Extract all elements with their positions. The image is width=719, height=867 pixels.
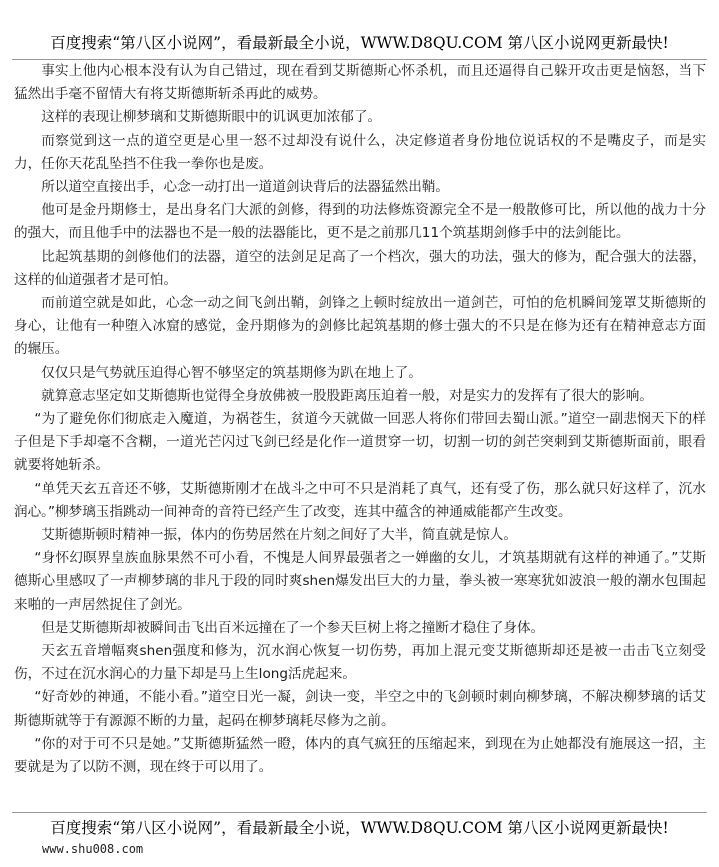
paragraph: 他可是金丹期修士，是出身名门大派的剑修，得到的功法修炼资源完全不是一般散修可比，所以他的战力十分的强大，而且他手中的法器也不是一般的法器能比，更不是之前那几11个筑基期剑修手中的法剑能比。 — [14, 202, 706, 242]
bottom-divider — [12, 812, 707, 813]
paragraph: “身怀幻暝界皇族血脉果然不可小看，不愧是人间界最强者之一婵幽的女儿，才筑基期就有这样的神通了。”艾斯德斯心里感叹了一声柳梦璃的非凡于段的同时爽shen爆发出巨大的力量，拳头被一寒寒犹如波浪一般的潮水包围起来啪的一声居然捉住了剑光。 — [14, 550, 706, 613]
bottom-ad-banner[interactable]: 百度搜索“第八区小说网”，看最新最全小说，WWW.D8QU.COM 第八区小说网更新最快! — [50, 819, 669, 837]
paragraph: 艾斯德斯顿时精神一振，体内的伤势居然在片刻之间好了大半，简直就是惊人。 — [41, 527, 517, 544]
paragraph: “你的对于可不只是她。”艾斯德斯猛然一瞪，体内的真气疯狂的压缩起来，到现在为止她都没有施展这一招，主要就是为了以防不测，现在终于可以用了。 — [14, 735, 706, 776]
paragraph: 这样的表现让柳梦璃和艾斯德斯眼中的讥讽更加浓郁了。 — [41, 109, 382, 126]
paragraph: 仅仅只是气势就压迫得心智不够坚定的筑基期修为趴在地上了。 — [41, 364, 422, 381]
paragraph: 但是艾斯德斯却被瞬间击飞出百米远撞在了一个参天巨树上将之撞断才稳住了身体。 — [41, 619, 545, 636]
paragraph: 就算意志坚定如艾斯德斯也觉得全身放佛被一股股距离压迫着一般，对是实力的发挥有了很大的影响。 — [41, 387, 653, 404]
chapter-body — [14, 60, 706, 779]
paragraph: 事实上他内心根本没有认为自己错过，现在看到艾斯德斯心怀杀机，而且还逼得自己躲开攻击更是恼怒，当下猛然出手毫不留情大有将艾斯德斯斩杀再此的威势。 — [14, 63, 706, 103]
paragraph: “为了避免你们彻底走入魔道，为祸苍生，贫道今天就做一回恶人将你们带回去蜀山派。”道空一副悲悯天下的样子但是下手却毫不含糊，一道光芒闪过飞剑已经是化作一道贯穿一切，切割一切的剑芒突刺到艾斯德斯面前，眼看就要将她斩杀。 — [14, 411, 706, 474]
site-watermark[interactable]: www.shu008.com — [42, 842, 144, 856]
paragraph: 天玄五音增幅爽shen强度和修为，沉水润心恢复一切伤势，再加上混元变艾斯德斯却还是被一击击飞立刻受伤，不过在沉水润心的力量下却是马上生long活虎起来。 — [14, 643, 706, 683]
paragraph: 所以道空直接出手，心念一动打出一道道剑诀背后的法器猛然出鞘。 — [41, 179, 449, 196]
paragraph: 比起筑基期的剑修他们的法器，道空的法剑足足高了一个档次，强大的功法，强大的修为，配合强大的法器，这样的仙道强者才是可怕。 — [14, 248, 706, 288]
paragraph: “好奇妙的神通，不能小看。”道空日光一凝，剑诀一变，半空之中的飞剑顿时刺向柳梦璃，不解决柳梦璃的话艾斯德斯就等于有源源不断的力量，起码在柳梦璃耗尽修为之前。 — [14, 689, 706, 729]
paragraph: “单凭天玄五音还不够，艾斯德斯刚才在战斗之中可不只是消耗了真气，还有受了伤，那么就只好这样了，沉水润心。”柳梦璃玉指跳动一间神奇的音符已经产生了改变，连其中蕴含的神通威能都产生改变。 — [14, 480, 706, 520]
paragraph: 而察觉到这一点的道空更是心里一怒不过却没有说什么，决定修道者身份地位说话权的不是嘴皮子，而是实力，任你天花乱坠挡不住我一拳你也是废。 — [14, 132, 706, 172]
top-ad-banner[interactable]: 百度搜索“第八区小说网”，看最新最全小说，WWW.D8QU.COM 第八区小说网更新最快! — [50, 34, 669, 52]
paragraph: 而前道空就是如此，心念一动之间飞剑出鞘，剑锋之上顿时绽放出一道剑芒，可怕的危机瞬间笼罩艾斯德斯的身心，让他有一种堕入冰窟的感觉，金丹期修为的剑修比起筑基期的修士强大的不只是在修为还有在精神意志方面的辗压。 — [14, 295, 706, 358]
